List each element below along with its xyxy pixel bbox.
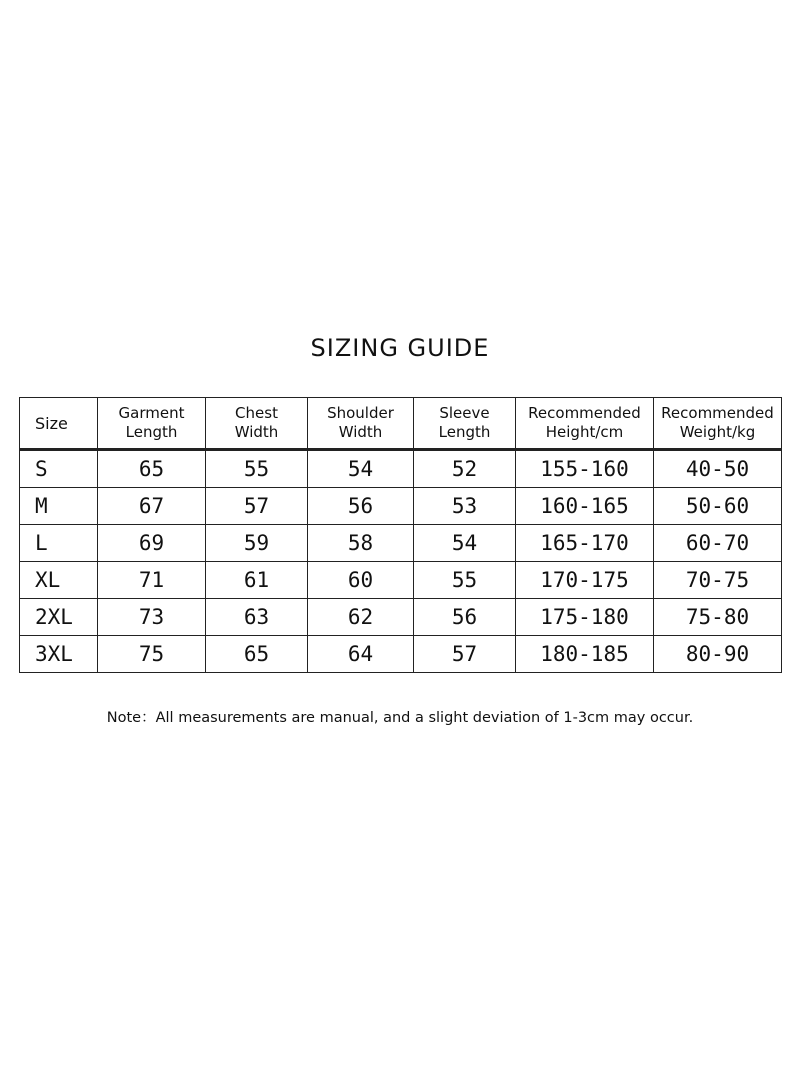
table-row [20, 636, 782, 673]
sleeve-length-cell: 54 [414, 525, 516, 562]
shoulder-width-cell: 62 [308, 599, 414, 636]
weight-cell: 40-50 [654, 450, 782, 488]
garment-length-cell: 73 [98, 599, 206, 636]
table-row [20, 562, 782, 599]
chest-width-cell: 57 [206, 488, 308, 525]
size-cell: S [20, 450, 98, 488]
page-title: SIZING GUIDE [310, 334, 490, 362]
height-cell: 175-180 [516, 599, 654, 636]
garment-length-cell: 65 [98, 450, 206, 488]
height-cell: 170-175 [516, 562, 654, 599]
sleeve-length-cell: 57 [414, 636, 516, 673]
header-shoulder-width: Shoulder Width [308, 398, 414, 450]
table-header-row [20, 398, 782, 450]
header-recommended-weight: Recommended Weight/kg [654, 398, 782, 450]
height-cell: 160-165 [516, 488, 654, 525]
weight-cell: 80-90 [654, 636, 782, 673]
shoulder-width-cell: 64 [308, 636, 414, 673]
weight-cell: 70-75 [654, 562, 782, 599]
table-row [20, 525, 782, 562]
shoulder-width-cell: 58 [308, 525, 414, 562]
chest-width-cell: 61 [206, 562, 308, 599]
size-cell: 3XL [20, 636, 98, 673]
height-cell: 155-160 [516, 450, 654, 488]
size-cell: 2XL [20, 599, 98, 636]
height-cell: 180-185 [516, 636, 654, 673]
garment-length-cell: 71 [98, 562, 206, 599]
header-recommended-height: Recommended Height/cm [516, 398, 654, 450]
header-sleeve-length: Sleeve Length [414, 398, 516, 450]
height-cell: 165-170 [516, 525, 654, 562]
size-cell: L [20, 525, 98, 562]
table-row [20, 450, 782, 488]
measurement-note: Note：All measurements are manual, and a slight deviation of 1-3cm may occur. [106, 710, 694, 726]
sizing-table [19, 397, 782, 673]
shoulder-width-cell: 54 [308, 450, 414, 488]
size-cell: M [20, 488, 98, 525]
shoulder-width-cell: 60 [308, 562, 414, 599]
chest-width-cell: 59 [206, 525, 308, 562]
weight-cell: 60-70 [654, 525, 782, 562]
shoulder-width-cell: 56 [308, 488, 414, 525]
header-chest-width: Chest Width [206, 398, 308, 450]
table-row [20, 599, 782, 636]
garment-length-cell: 75 [98, 636, 206, 673]
sleeve-length-cell: 52 [414, 450, 516, 488]
garment-length-cell: 69 [98, 525, 206, 562]
garment-length-cell: 67 [98, 488, 206, 525]
table-row [20, 488, 782, 525]
chest-width-cell: 63 [206, 599, 308, 636]
chest-width-cell: 55 [206, 450, 308, 488]
size-cell: XL [20, 562, 98, 599]
sleeve-length-cell: 53 [414, 488, 516, 525]
weight-cell: 50-60 [654, 488, 782, 525]
sleeve-length-cell: 56 [414, 599, 516, 636]
weight-cell: 75-80 [654, 599, 782, 636]
header-garment-length: Garment Length [98, 398, 206, 450]
sleeve-length-cell: 55 [414, 562, 516, 599]
chest-width-cell: 65 [206, 636, 308, 673]
header-size: Size [20, 398, 98, 450]
